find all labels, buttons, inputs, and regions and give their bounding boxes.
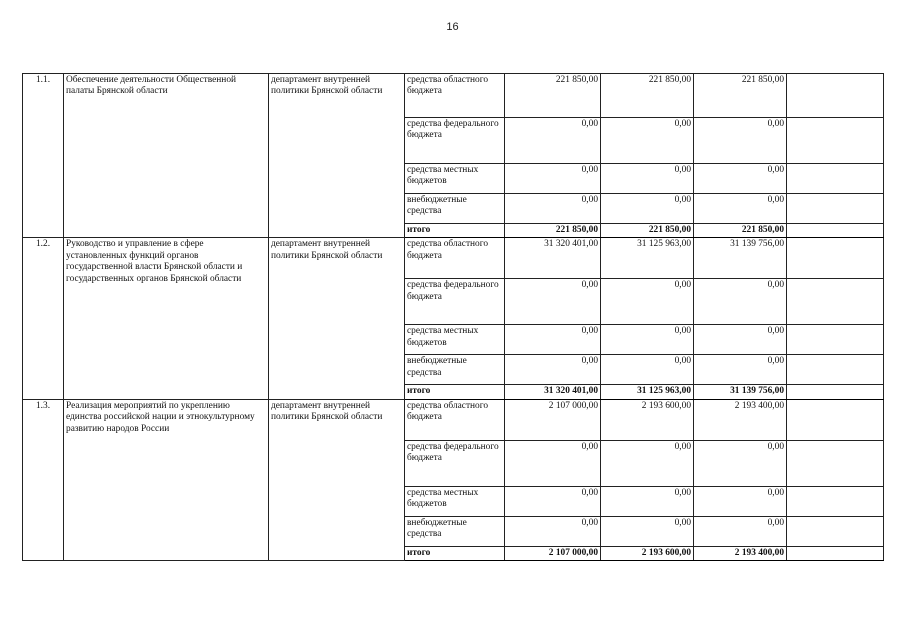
table-row: [23, 238, 884, 279]
table-row: [23, 74, 884, 118]
amount-cell: 0,00: [601, 440, 694, 486]
amount-cell: 0,00: [694, 118, 787, 164]
section-index: 1.3.: [23, 399, 64, 560]
amount-cell: 221 850,00: [694, 74, 787, 118]
amount-cell: 2 193 600,00: [601, 546, 694, 560]
empty-cell: [787, 440, 884, 486]
amount-cell: 0,00: [694, 164, 787, 194]
empty-cell: [787, 546, 884, 560]
funding-source: средства федерального бюджета: [405, 118, 505, 164]
amount-cell: 2 107 000,00: [505, 399, 601, 440]
funding-source: внебюджетные средства: [405, 194, 505, 224]
amount-cell: 0,00: [505, 118, 601, 164]
amount-cell: 0,00: [505, 164, 601, 194]
amount-cell: 0,00: [694, 194, 787, 224]
amount-cell: 31 125 963,00: [601, 238, 694, 279]
amount-cell: 31 320 401,00: [505, 385, 601, 399]
empty-cell: [787, 194, 884, 224]
empty-cell: [787, 118, 884, 164]
section-executor: департамент внутренней политики Брянской области: [269, 74, 405, 238]
section-executor: департамент внутренней политики Брянской области: [269, 238, 405, 399]
empty-cell: [787, 164, 884, 194]
amount-cell: 0,00: [601, 194, 694, 224]
amount-cell: 31 125 963,00: [601, 385, 694, 399]
amount-cell: 0,00: [601, 486, 694, 516]
amount-cell: 0,00: [505, 440, 601, 486]
funding-source: средства федерального бюджета: [405, 440, 505, 486]
empty-cell: [787, 74, 884, 118]
amount-cell: 0,00: [505, 325, 601, 355]
amount-cell: 0,00: [694, 516, 787, 546]
amount-cell: 221 850,00: [601, 224, 694, 238]
empty-cell: [787, 238, 884, 279]
funding-source: внебюджетные средства: [405, 355, 505, 385]
table-row: [23, 399, 884, 440]
funding-source: итого: [405, 385, 505, 399]
amount-cell: 0,00: [694, 325, 787, 355]
amount-cell: 0,00: [601, 355, 694, 385]
empty-cell: [787, 516, 884, 546]
amount-cell: 221 850,00: [601, 74, 694, 118]
funding-source: средства местных бюджетов: [405, 486, 505, 516]
amount-cell: 2 107 000,00: [505, 546, 601, 560]
amount-cell: 221 850,00: [694, 224, 787, 238]
empty-cell: [787, 325, 884, 355]
amount-cell: 0,00: [694, 440, 787, 486]
funding-source: средства местных бюджетов: [405, 164, 505, 194]
amount-cell: 0,00: [505, 194, 601, 224]
amount-cell: 0,00: [601, 516, 694, 546]
amount-cell: 0,00: [694, 486, 787, 516]
budget-table-body: [23, 74, 884, 561]
page-number: 16: [446, 21, 459, 33]
amount-cell: 31 139 756,00: [694, 238, 787, 279]
amount-cell: 31 320 401,00: [505, 238, 601, 279]
amount-cell: 2 193 400,00: [694, 399, 787, 440]
section-name: Обеспечение деятельности Общественной палаты Брянской области: [64, 74, 269, 238]
empty-cell: [787, 355, 884, 385]
section-name: Реализация мероприятий по укреплению единства российской нации и этнокультурному развитию народов России: [64, 399, 269, 560]
amount-cell: 2 193 400,00: [694, 546, 787, 560]
amount-cell: 31 139 756,00: [694, 385, 787, 399]
empty-cell: [787, 224, 884, 238]
section-name: Руководство и управление в сфере установленных функций органов государственной власти Брянской области и государственных органов Брянской области: [64, 238, 269, 399]
amount-cell: 0,00: [601, 279, 694, 325]
amount-cell: 0,00: [601, 325, 694, 355]
amount-cell: 221 850,00: [505, 224, 601, 238]
budget-table: [22, 73, 884, 561]
funding-source: средства федерального бюджета: [405, 279, 505, 325]
section-index: 1.2.: [23, 238, 64, 399]
funding-source: средства областного бюджета: [405, 399, 505, 440]
funding-source: внебюджетные средства: [405, 516, 505, 546]
section-executor: департамент внутренней политики Брянской области: [269, 399, 405, 560]
funding-source: средства областного бюджета: [405, 238, 505, 279]
empty-cell: [787, 486, 884, 516]
funding-source: итого: [405, 224, 505, 238]
amount-cell: 0,00: [601, 118, 694, 164]
amount-cell: 0,00: [505, 279, 601, 325]
empty-cell: [787, 385, 884, 399]
amount-cell: 0,00: [505, 486, 601, 516]
amount-cell: 0,00: [694, 355, 787, 385]
funding-source: средства областного бюджета: [405, 74, 505, 118]
amount-cell: 0,00: [601, 164, 694, 194]
amount-cell: 2 193 600,00: [601, 399, 694, 440]
funding-source: средства местных бюджетов: [405, 325, 505, 355]
amount-cell: 0,00: [505, 516, 601, 546]
empty-cell: [787, 399, 884, 440]
amount-cell: 0,00: [694, 279, 787, 325]
section-index: 1.1.: [23, 74, 64, 238]
amount-cell: 221 850,00: [505, 74, 601, 118]
funding-source: итого: [405, 546, 505, 560]
empty-cell: [787, 279, 884, 325]
amount-cell: 0,00: [505, 355, 601, 385]
